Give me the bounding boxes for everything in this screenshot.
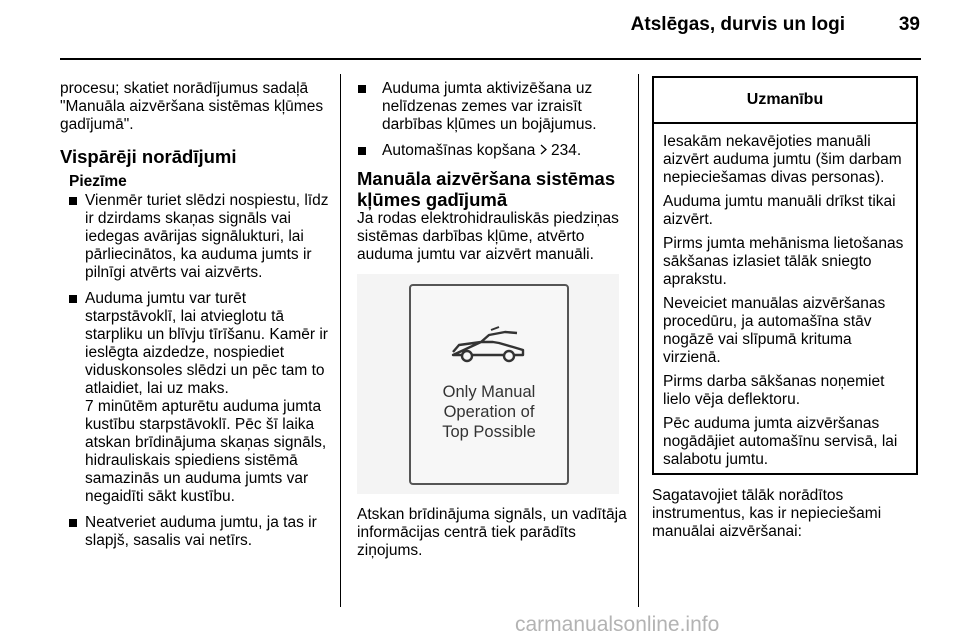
display-line: Only Manual [442,383,536,401]
display-line: Operation of [443,403,535,421]
bullet-square-icon [358,85,366,93]
bullet-square-icon [69,295,77,303]
bullet-square-icon [358,147,366,155]
column-1 [60,80,330,558]
column-divider-1 [340,74,341,607]
bullet-text: Auduma jumta aktivizēšana uz nelīdzenas zemes var izraisīt darbības kļūmes un bojājumus. [382,80,597,133]
bullet-item [357,80,627,134]
intro-paragraph: procesu; skatiet norādījumus sadaļā "Manuāla aizvēršana sistēmas kļūmes gadījumā". [60,80,324,133]
bullet-text: Automašīnas kopšana [382,142,536,159]
display-line: Top Possible [442,423,536,441]
section-heading-manual-close: Manuāla aizvēršana sistēmas kļūmes gadījumā [357,168,616,210]
tools-intro-paragraph: Sagatavojiet tālāk norādītos instrumentus, kas ir nepieciešami manuālai aizvēršanai: [652,487,882,540]
note-bullet-item [69,514,330,550]
note-bullet-item [69,290,330,506]
bullet-square-icon [69,197,77,205]
note-bullet-text: Vienmēr turiet slēdzi nospiestu, līdz ir dzirdams skaņas signāls vai iedegas avārijas signālukturi, lai pārliecinātos, ka auduma jumts ir pilnīgi atvērts vai aizvērts. [85,192,329,281]
warning-title: Uzmanību [654,78,916,124]
warning-paragraph: Pirms jumta mehānisma lietošanas sākšanas izlasiet tālāk sniegto aprakstu. [663,235,904,288]
continued-bullet-list [357,80,627,160]
warning-box [652,76,918,475]
page-number: 39 [898,14,920,35]
note-bullet-list [60,192,330,550]
info-display-frame [409,284,569,485]
column-2 [357,80,627,568]
header-rule [60,58,921,60]
manual-close-paragraph: Ja rodas elektrohidrauliskās piedziņas sistēmas darbības kļūme, atvērto auduma jumtu var aizvērt manuāli. [357,210,619,263]
watermark: carmanualsonline.info [515,613,720,636]
bullet-item [357,142,627,160]
illustration-caption: Atskan brīdinājuma signāls, un vadītāja informācijas centrā tiek parādīts ziņojums. [357,506,627,559]
warning-paragraph: Pēc auduma jumta aizvēršanas nogādājiet automašīnu servisā, lai salabotu jumtu. [663,415,898,468]
display-illustration [357,274,619,494]
warning-paragraph: Pirms darba sākšanas noņemiet lielo vēja deflektoru. [663,373,885,408]
bullet-square-icon [69,519,77,527]
warning-paragraph: Neveiciet manuālas aizvēršanas procedūru, ja automašīna stāv nogāzē vai slīpumā krituma virzienā. [663,295,886,366]
convertible-car-icon [447,326,529,364]
note-bullet-text: Auduma jumtu var turēt starpstāvoklī, lai atvieglotu tā starpliku un blīvju tīrīšanu. Kamēr ir ieslēgta aizdedze, nospiediet viduskonsoles slēdzi un pēc tam to atlaidiet, lai uz maks. [85,290,328,397]
warning-paragraph: Iesakām nekavējoties manuāli aizvērt auduma jumtu (šim darbam nepieciešamas divas personas). [663,133,902,186]
warning-body [654,124,916,469]
page-reference-link[interactable]: 234. [551,142,582,159]
note-bullet-item [69,192,330,282]
note-bullet-text: 7 minūtēm apturētu auduma jumta kustību starpstāvoklī. Pēc šī laika atskan brīdinājuma skaņas signāls, hidrauliskais spiediens sistēmā samazinās un auduma jumts var negaidīti sākt kustību. [85,398,327,505]
warning-paragraph: Auduma jumtu manuāli drīkst tikai aizvērt. [663,193,896,228]
column-divider-2 [638,74,639,607]
section-heading-general: Vispārēji norādījumi [60,146,237,167]
note-bullet-text: Neatveriet auduma jumtu, ja tas ir slapjš, sasalis vai netīrs. [85,514,317,549]
page-header-title: Atslēgas, durvis un logi [630,14,845,35]
display-message [411,382,567,442]
note-title: Piezīme [69,173,127,190]
page-reference-arrow-icon [540,144,551,158]
